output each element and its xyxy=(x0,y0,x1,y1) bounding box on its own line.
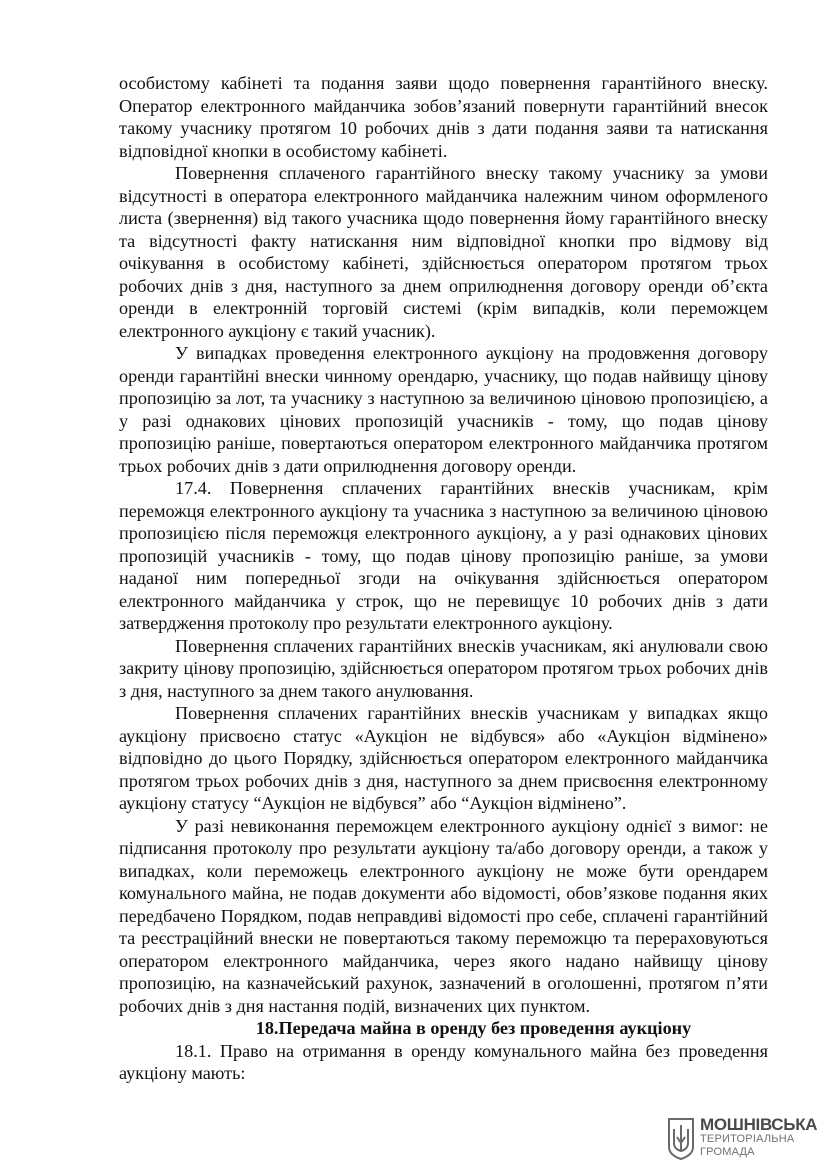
section-heading: 18.Передача майна в оренду без проведення аукціону xyxy=(255,1018,692,1038)
paragraph-6: Повернення сплачених гарантійних внесків учасникам у випадках якщо аукціону присвоєно статус «Аукціон не відбувся» або «Аукціон відмінено» відповідно до цього Порядку, здійснюється оператором електронного майданчика протягом трьох робочих днів з дня, наступного за днем присвоєння електронному аукціону статусу “Аукціон не відбувся” або “Аукціон відмінено”. xyxy=(119,703,768,813)
community-logo xyxy=(666,1115,816,1163)
trident-emblem-icon xyxy=(666,1117,696,1161)
paragraph-3: У випадках проведення електронного аукціону на продовження договору оренди гарантійні внески чинному орендарю, учаснику, що подав найвищу цінову пропозицію за лот, та учаснику з наступною за величиною ціновою пропозицією, а у разі однакових цінових пропозицій учасників - тому, що подав цінову пропозицію раніше, повертаються оператором електронного майданчика протягом трьох робочих днів з дати оприлюднення договору оренди. xyxy=(119,343,768,476)
document-page xyxy=(119,72,768,1085)
paragraph-4: 17.4. Повернення сплачених гарантійних внесків учасникам, крім переможця електронного аукціону та учасника з наступною за величиною ціновою пропозицією після переможця електронного аукціону, а у разі однакових цінових пропозицій учасників - тому, що подав цінову пропозицію раніше, за умови наданої ним попередньої згоди на очікування здійснюється оператором електронного майданчика у строк, що не перевищує 10 робочих днів з дати затвердження протоколу про результати електронного аукціону. xyxy=(119,478,768,633)
paragraph-8: 18.1. Право на отримання в оренду комунального майна без проведення аукціону мають: xyxy=(119,1040,768,1083)
logo-title: МОШНІВСЬКА xyxy=(700,1115,818,1134)
logo-subtitle-1: ТЕРИТОРІАЛЬНА xyxy=(700,1133,795,1145)
logo-subtitle-2: ГРОМАДА xyxy=(700,1146,755,1158)
paragraph-7: У разі невиконання переможцем електронного аукціону однієї з вимог: не підписання протоколу про результати аукціону та/або договору оренди, а також у випадках, коли переможець електронного аукціону не може бути орендарем комунального майна, не подав документи або відомості, обов’язкове подання яких передбачено Порядком, подав неправдиві відомості про себе, сплачені гарантійний та реєстраційний внески не повертаються такому переможцю та перераховуються оператором електронного майданчика, через якого надано найвищу цінову пропозицію, на казначейський рахунок, зазначений в оголошенні, протягом п’яти робочих днів з дня настання подій, визначених цих пунктом. xyxy=(119,815,768,1016)
paragraph-1: особистому кабінеті та подання заяви щодо повернення гарантійного внеску. Оператор електронного майданчика зобов’язаний повернути гарантійний внесок такому учаснику протягом 10 робочих днів з дати подання заяви та натискання відповідної кнопки в особистому кабінеті. xyxy=(119,73,768,161)
paragraph-2: Повернення сплаченого гарантійного внеску такому учаснику за умови відсутності в оператора електронного майданчика належним чином оформленого листа (звернення) від такого учасника щодо повернення йому гарантійного внеску та відсутності факту натискання ним відповідної кнопки про відмову від очікування в особистому кабінеті, здійснюється оператором протягом трьох робочих днів з дня, наступного за днем оприлюднення договору оренди об’єкта оренди в електронній торговій системі (крім випадків, коли переможцем електронного аукціону є такий учасник). xyxy=(119,163,768,341)
paragraph-5: Повернення сплачених гарантійних внесків учасникам, які анулювали свою закриту цінову пропозицію, здійснюється оператором протягом трьох робочих днів з дня, наступного за днем такого анулювання. xyxy=(119,635,768,701)
